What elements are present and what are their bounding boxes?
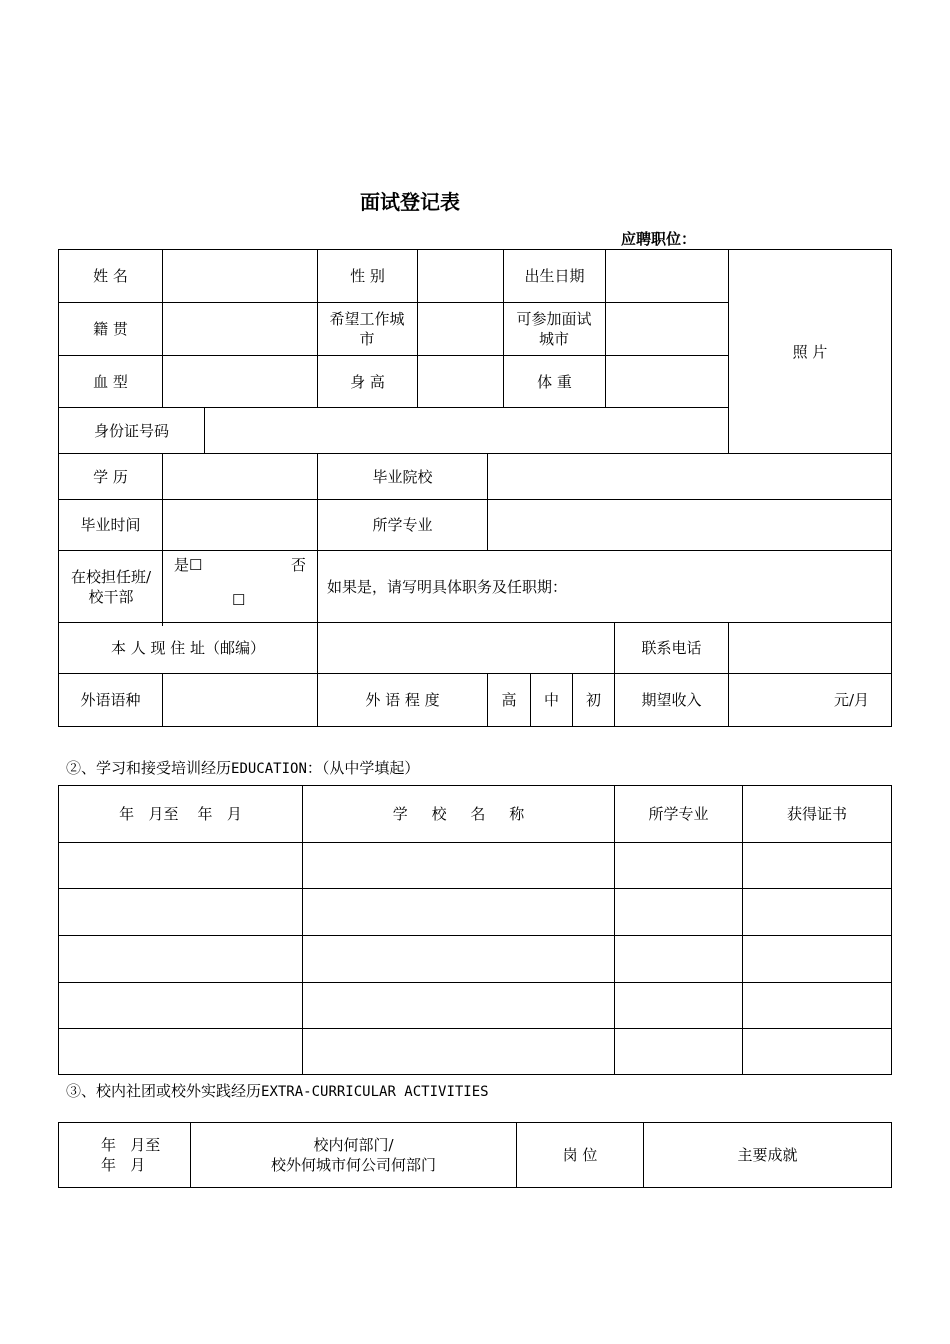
- language-level-label: 外 语 程 度: [365, 691, 440, 709]
- edu-row[interactable]: [59, 889, 891, 935]
- phone-label: 联系电话: [641, 639, 702, 657]
- salary-unit: 元/月: [833, 691, 869, 709]
- phone-field[interactable]: [729, 623, 891, 673]
- act-col-department-line1: 校内何部门/: [313, 1136, 394, 1154]
- edu-col-period: 年 月至 年 月: [119, 805, 242, 823]
- edu-row[interactable]: [59, 983, 891, 1028]
- weight-field[interactable]: [606, 356, 728, 407]
- act-col-post: 岗 位: [562, 1146, 598, 1164]
- cadre-no-checkbox[interactable]: ☐: [232, 591, 246, 609]
- activities-heading: [66, 1080, 489, 1101]
- cadre-detail-field[interactable]: 如果是，请写明具体职务及任职期：: [327, 577, 568, 596]
- edu-row[interactable]: [59, 936, 891, 982]
- major-field[interactable]: [488, 500, 891, 550]
- level-mid-option[interactable]: 中: [543, 691, 559, 709]
- weight-label: 体 重: [537, 372, 572, 391]
- birth-date-label: 出生日期: [524, 267, 585, 285]
- gender-label: 性 别: [350, 267, 385, 285]
- native-place-field[interactable]: [163, 303, 317, 355]
- language-field[interactable]: [163, 674, 317, 726]
- activities-heading-prefix: ③、校内社团或校外实践经历: [66, 1082, 262, 1100]
- school-field[interactable]: [488, 454, 891, 499]
- activities-heading-en: EXTRA-CURRICULAR ACTIVITIES: [261, 1084, 489, 1100]
- photo-box[interactable]: 照 片: [792, 342, 828, 361]
- native-place-label: 籍 贯: [93, 320, 128, 338]
- work-city-label: 希望工作城市: [329, 310, 405, 348]
- level-low-option[interactable]: 初: [585, 691, 601, 709]
- education-label: 学 历: [93, 467, 128, 486]
- height-field[interactable]: [418, 356, 503, 407]
- act-col-department: [191, 1123, 516, 1187]
- edu-col-major: 所学专业: [648, 805, 709, 823]
- education-heading-suffix: ：（从中学填起）: [306, 759, 420, 777]
- school-label: 毕业院校: [372, 467, 433, 486]
- cadre-yes-checkbox[interactable]: 是☐: [174, 556, 203, 574]
- position-label: 应聘职位：: [621, 230, 697, 248]
- address-field[interactable]: [318, 623, 614, 673]
- edu-row[interactable]: [59, 1029, 891, 1074]
- act-col-period-end: 年 月: [101, 1156, 146, 1174]
- act-col-department-line2: 校外何城市何公司何部门: [270, 1156, 436, 1174]
- cadre-no-label: 否: [291, 556, 307, 574]
- education-heading-en: EDUCATION: [231, 761, 307, 777]
- edu-col-certificate: 获得证书: [786, 805, 847, 823]
- blood-type-field[interactable]: [163, 356, 317, 407]
- address-label: 本 人 现 住 址（邮编）: [110, 639, 266, 657]
- blood-type-label: 血 型: [93, 372, 128, 391]
- act-col-period-start: 年 月至: [101, 1136, 161, 1154]
- id-number-label: 身份证号码: [93, 421, 169, 440]
- salary-field[interactable]: [729, 674, 891, 726]
- birth-date-field[interactable]: [606, 250, 728, 302]
- education-heading: [66, 757, 419, 778]
- graduation-time-field[interactable]: [163, 500, 317, 550]
- graduation-time-label: 毕业时间: [80, 516, 141, 534]
- gender-field[interactable]: [418, 250, 503, 302]
- edu-row[interactable]: [59, 843, 891, 888]
- name-label: 姓 名: [93, 267, 128, 285]
- act-col-period: [59, 1123, 190, 1187]
- education-heading-prefix: ②、学习和接受培训经历: [66, 759, 232, 777]
- interview-city-label: 可参加面试城市: [516, 310, 592, 348]
- interview-city-field[interactable]: [606, 303, 728, 355]
- level-high-option[interactable]: 高: [501, 691, 517, 709]
- height-label: 身 高: [350, 372, 385, 391]
- act-col-achievement: 主要成就: [737, 1146, 798, 1164]
- name-field[interactable]: [163, 250, 317, 302]
- salary-label: 期望收入: [641, 691, 702, 709]
- form-title: 面试登记表: [360, 190, 460, 214]
- work-city-field[interactable]: [418, 303, 503, 355]
- language-label: 外语语种: [80, 691, 141, 709]
- education-field[interactable]: [163, 454, 317, 499]
- major-label: 所学专业: [372, 516, 433, 534]
- id-number-field[interactable]: [205, 408, 728, 453]
- edu-col-school: 学 校 名 称: [392, 805, 525, 823]
- cadre-label: 在校担任班/校干部: [70, 567, 152, 606]
